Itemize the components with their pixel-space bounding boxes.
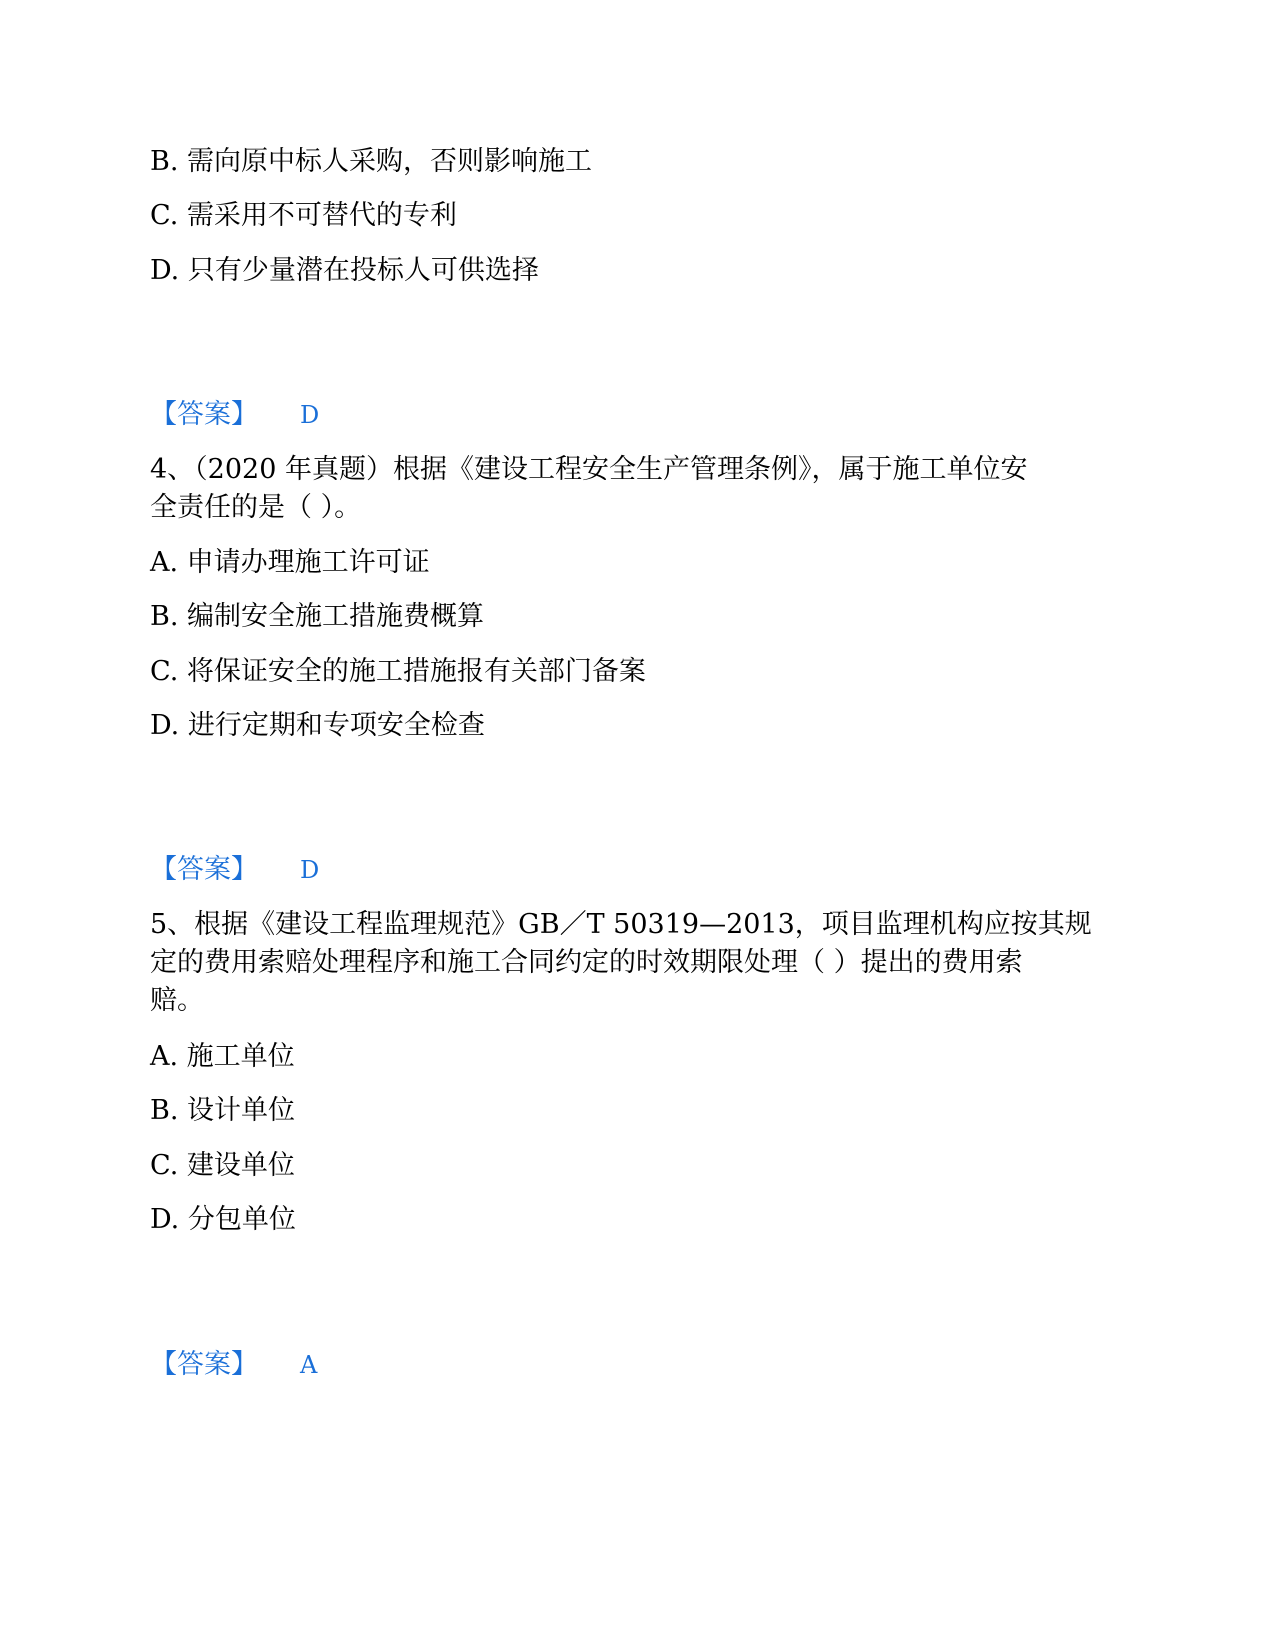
option-b: B. 需向原中标人采购，否则影响施工 (150, 146, 593, 177)
answer-label: 【答案】 (150, 1349, 258, 1380)
answer-line (150, 395, 319, 435)
answer-value: A (300, 1351, 318, 1379)
question-5-answer-line (150, 1345, 317, 1385)
question-4-option-c: C. 将保证安全的施工措施报有关部门备案 (150, 656, 646, 687)
answer-label: 【答案】 (150, 399, 258, 430)
question-5-option-a: A. 施工单位 (150, 1041, 295, 1072)
answer-label: 【答案】 (150, 854, 258, 885)
question-5-option-c: C. 建设单位 (150, 1150, 295, 1181)
question-4-stem-line-1: 4、（2020 年真题）根据《建设工程安全生产管理条例》，属于施工单位安 (150, 454, 1028, 485)
question-5-stem-line-3: 赔。 (150, 985, 204, 1016)
question-4-option-b: B. 编制安全施工措施费概算 (150, 601, 485, 632)
question-4-option-d: D. 进行定期和专项安全检查 (150, 710, 485, 741)
question-4-stem-line-2: 全责任的是（ ）。 (150, 492, 362, 523)
question-5-option-b: B. 设计单位 (150, 1095, 296, 1126)
question-5-stem-line-1: 5、根据《建设工程监理规范》GB／T 50319—2013，项目监理机构应按其规 (150, 909, 1092, 940)
question-4-answer-line (150, 850, 319, 890)
question-5-option-d: D. 分包单位 (150, 1204, 296, 1235)
question-5-stem-line-2: 定的费用索赔处理程序和施工合同约定的时效期限处理（ ）提出的费用索 (150, 947, 1023, 978)
option-c: C. 需采用不可替代的专利 (150, 200, 457, 231)
answer-value: D (300, 856, 320, 884)
option-d: D. 只有少量潜在投标人可供选择 (150, 255, 539, 286)
question-4-option-a: A. 申请办理施工许可证 (150, 547, 430, 578)
answer-value: D (300, 401, 320, 429)
